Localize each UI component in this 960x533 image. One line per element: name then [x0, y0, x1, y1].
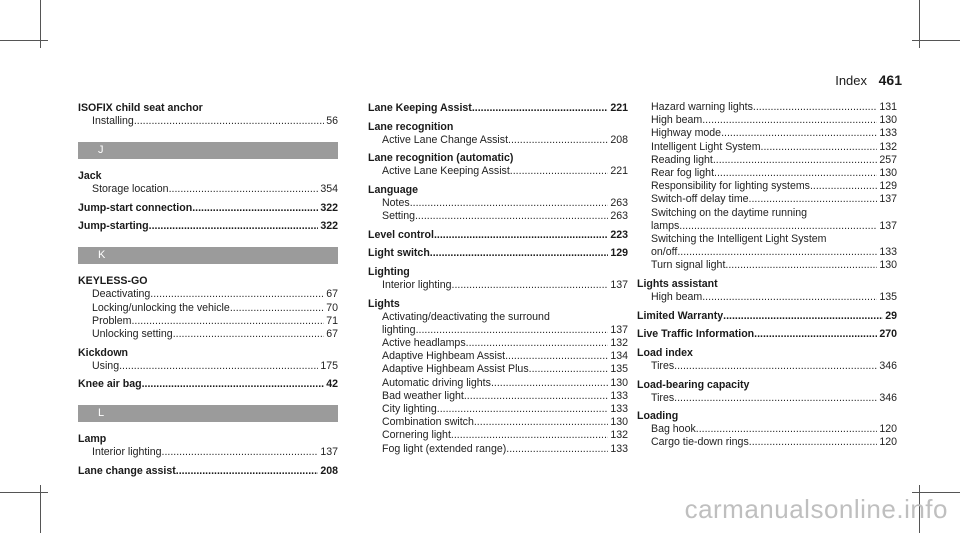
dot-leader: [410, 197, 609, 210]
entry-title[interactable]: [368, 228, 628, 242]
entry-text: Locking/unlocking the vehicle: [92, 301, 230, 314]
page-ref[interactable]: 67: [326, 328, 338, 341]
entry-text: High beam: [651, 114, 703, 127]
entry-text: ISOFIX child seat anchor: [78, 102, 203, 114]
entry-title[interactable]: [368, 183, 628, 197]
subentry[interactable]: [368, 443, 628, 456]
entry-text: Bag hook: [651, 423, 696, 436]
dot-leader: [696, 423, 878, 436]
page-ref[interactable]: 221: [610, 102, 628, 114]
entry-text: Knee air bag: [78, 378, 142, 391]
index-entry: [78, 201, 338, 215]
dot-leader: [810, 180, 877, 193]
index-entry: [368, 228, 628, 242]
subentry[interactable]: [78, 360, 338, 373]
entry-title[interactable]: [637, 327, 897, 341]
page-ref[interactable]: 175: [320, 359, 338, 372]
entry-title[interactable]: [78, 274, 338, 288]
subentry[interactable]: [368, 165, 628, 178]
subentry[interactable]: [637, 360, 897, 373]
subentry[interactable]: [78, 328, 338, 341]
index-entry: [368, 183, 628, 223]
subentry[interactable]: [368, 197, 628, 210]
dot-leader: [723, 309, 883, 323]
page-ref[interactable]: 133: [610, 402, 628, 415]
entry-text: Lighting: [368, 265, 410, 278]
entry-text: Tires: [651, 359, 675, 372]
subentry[interactable]: [78, 446, 338, 459]
index-entry: [637, 101, 897, 273]
entry-text: Load-bearing capacity: [637, 378, 750, 391]
entry-text: Live Traffic Information: [637, 328, 755, 341]
index-entry: [368, 246, 628, 260]
dot-leader: [173, 328, 325, 341]
entry-title[interactable]: [368, 151, 628, 165]
index-column-3: [637, 101, 897, 454]
dot-leader: [749, 436, 878, 449]
dot-leader: [149, 219, 319, 233]
entry-text: Rear fog light: [651, 167, 715, 180]
page-ref[interactable]: 70: [326, 301, 338, 314]
dot-leader: [451, 429, 608, 442]
subentry[interactable]: [368, 429, 628, 442]
page-ref[interactable]: 130: [610, 376, 628, 389]
crop-mark: [912, 40, 960, 41]
entry-title[interactable]: [637, 409, 897, 423]
page-ref[interactable]: 137: [610, 323, 628, 336]
entry-text: Lamp: [78, 433, 107, 446]
page-number: 461: [878, 72, 902, 88]
entry-text: Jump-starting: [78, 220, 149, 233]
subentry[interactable]: [78, 302, 338, 315]
index-entry: [78, 101, 338, 128]
index-column-2: [368, 101, 628, 460]
entry-text: Kickdown: [78, 346, 129, 359]
page-ref[interactable]: 322: [320, 220, 338, 233]
entry-text: Loading: [637, 410, 679, 423]
subentry[interactable]: [368, 210, 628, 223]
page-ref[interactable]: 137: [879, 193, 897, 206]
subentry[interactable]: [637, 436, 897, 449]
subentry[interactable]: [637, 127, 897, 140]
entry-text: Cornering light: [382, 429, 451, 442]
entry-text: Hazard warning lights: [651, 101, 753, 113]
subentry-wrap-line: Activating/deactivating the surround: [382, 310, 550, 323]
page-ref[interactable]: 129: [610, 247, 628, 260]
dot-leader: [464, 390, 608, 403]
section-letter-bar: L: [78, 405, 338, 422]
index-entry: [78, 346, 338, 373]
page-ref[interactable]: 131: [879, 101, 897, 113]
page-ref[interactable]: 56: [326, 115, 338, 127]
page-ref[interactable]: 133: [610, 442, 628, 455]
index-column-1: [78, 101, 338, 483]
dot-leader: [230, 302, 324, 315]
entry-text: Fog light (extended range): [382, 442, 507, 455]
page-ref[interactable]: 133: [610, 389, 628, 402]
dot-leader: [415, 210, 608, 223]
entry-title[interactable]: [78, 464, 338, 478]
entry-text: Cargo tie-down rings: [651, 436, 749, 449]
page-ref[interactable]: 130: [610, 416, 628, 429]
entry-text: Reading light: [651, 153, 713, 166]
dot-leader: [702, 291, 877, 304]
dot-leader: [162, 446, 319, 459]
dot-leader: [702, 114, 877, 127]
index-entry: [78, 464, 338, 478]
entry-text: Unlocking setting: [92, 328, 173, 341]
dot-leader: [679, 220, 877, 233]
entry-text: lamps: [651, 219, 680, 232]
dot-leader: [474, 416, 608, 429]
entry-text: Adaptive Highbeam Assist: [382, 350, 506, 363]
page-ref[interactable]: 257: [879, 153, 897, 166]
entry-title[interactable]: [78, 169, 338, 183]
page-ref[interactable]: 130: [879, 259, 897, 272]
entry-text: Interior lighting: [92, 446, 162, 459]
page-ref[interactable]: 133: [879, 246, 897, 259]
header-label: Index: [835, 73, 868, 88]
entry-text: Jack: [78, 170, 102, 183]
entry-text: Lane Keeping Assist: [368, 102, 472, 114]
entry-text: Deactivating: [92, 288, 151, 301]
dot-leader: [761, 141, 878, 154]
page-ref[interactable]: 263: [610, 196, 628, 209]
entry-text: Active headlamps: [382, 336, 466, 349]
entry-text: Tires: [651, 391, 675, 404]
entry-title[interactable]: [637, 309, 897, 323]
entry-title[interactable]: [78, 201, 338, 215]
page-ref[interactable]: 208: [610, 133, 628, 146]
page-ref[interactable]: 42: [326, 378, 338, 391]
dot-leader: [754, 327, 877, 341]
entry-text: Active Lane Change Assist: [382, 133, 509, 146]
dot-leader: [119, 360, 318, 373]
index-entry: [368, 297, 628, 456]
dot-leader: [466, 337, 609, 350]
subentry[interactable]: [78, 315, 338, 328]
subentry[interactable]: [637, 114, 897, 127]
subentry[interactable]: [368, 134, 628, 147]
dot-leader: [434, 228, 608, 242]
entry-title[interactable]: [368, 297, 628, 311]
entry-text: KEYLESS-GO: [78, 275, 148, 288]
page-ref[interactable]: 346: [879, 359, 897, 372]
entry-title[interactable]: [78, 346, 338, 360]
page-ref[interactable]: 132: [879, 140, 897, 153]
entry-text: Problem: [92, 314, 132, 327]
subentry[interactable]: [637, 246, 897, 259]
entry-text: City lighting: [382, 402, 437, 415]
dot-leader: [192, 201, 318, 215]
entry-text: Limited Warranty: [637, 309, 724, 322]
subentry[interactable]: [368, 403, 628, 416]
index-entry: [637, 346, 897, 373]
dot-leader: [674, 392, 877, 405]
dot-leader: [150, 288, 324, 301]
page-ref[interactable]: 29: [885, 309, 897, 322]
dot-leader: [131, 315, 324, 328]
index-entry: [78, 169, 338, 196]
entry-text: Adaptive Highbeam Assist Plus: [382, 363, 529, 376]
page-ref[interactable]: 208: [320, 465, 338, 478]
page-header: [835, 72, 902, 88]
dot-leader: [713, 154, 877, 167]
subentry[interactable]: [368, 390, 628, 403]
entry-text: Installing: [92, 115, 134, 127]
dot-leader: [169, 183, 319, 196]
dot-leader: [491, 377, 608, 390]
dot-leader: [753, 101, 877, 114]
entry-title[interactable]: [78, 377, 338, 391]
entry-title[interactable]: [78, 101, 338, 115]
page-ref[interactable]: 130: [879, 167, 897, 180]
dot-leader: [714, 167, 877, 180]
dot-leader: [529, 363, 609, 376]
subentry[interactable]: [637, 180, 897, 193]
dot-leader: [430, 246, 609, 260]
subentry-wrap-line: Switching the Intelligent Light System: [651, 233, 827, 246]
page-ref[interactable]: 221: [610, 165, 628, 178]
entry-text: Switch-off delay time: [651, 193, 749, 206]
index-entry: [368, 120, 628, 147]
index-entry: [368, 151, 628, 178]
entry-text: Lane recognition: [368, 120, 454, 133]
page-ref[interactable]: 263: [610, 210, 628, 223]
entry-text: Highway mode: [651, 127, 722, 140]
section-letter-bar: J: [78, 142, 338, 159]
dot-leader: [176, 464, 319, 478]
entry-text: Jump-start connection: [78, 201, 193, 214]
entry-title[interactable]: [78, 432, 338, 446]
index-entry: [78, 219, 338, 233]
entry-text: Language: [368, 183, 419, 196]
subentry[interactable]: [637, 423, 897, 436]
subentry[interactable]: [78, 115, 338, 128]
page-ref[interactable]: 134: [610, 350, 628, 363]
entry-text: High beam: [651, 291, 703, 304]
page-ref[interactable]: 135: [610, 363, 628, 376]
entry-text: Active Lane Keeping Assist: [382, 165, 510, 178]
dot-leader: [725, 259, 877, 272]
entry-text: Turn signal light: [651, 259, 726, 272]
entry-title[interactable]: [368, 246, 628, 260]
entry-text: Responsibility for lighting systems: [651, 180, 810, 193]
page-ref[interactable]: 354: [320, 183, 338, 196]
crop-mark: [0, 40, 48, 41]
entry-text: on/off: [651, 246, 678, 259]
index-entry: [637, 309, 897, 323]
subentry[interactable]: [637, 101, 897, 114]
subentry[interactable]: [368, 377, 628, 390]
entry-text: Lights: [368, 297, 400, 310]
subentry[interactable]: [637, 291, 897, 304]
entry-text: lighting: [382, 323, 416, 336]
subentry[interactable]: [78, 183, 338, 196]
subentry[interactable]: [368, 350, 628, 363]
dot-leader: [505, 350, 608, 363]
subentry[interactable]: [637, 220, 897, 233]
page-ref[interactable]: 133: [879, 127, 897, 140]
entry-text: Setting: [382, 210, 415, 223]
page-ref[interactable]: 137: [610, 278, 628, 291]
entry-title[interactable]: [78, 219, 338, 233]
page-ref[interactable]: 71: [326, 314, 338, 327]
entry-title[interactable]: [368, 101, 628, 115]
subentry[interactable]: [637, 154, 897, 167]
page-ref[interactable]: 223: [610, 228, 628, 241]
entry-text: Lights assistant: [637, 278, 718, 291]
index-entry: [368, 101, 628, 115]
page-ref[interactable]: 137: [879, 219, 897, 232]
page-ref[interactable]: 137: [320, 446, 338, 459]
subentry[interactable]: [368, 416, 628, 429]
subentry[interactable]: [637, 392, 897, 405]
page-ref[interactable]: 129: [879, 180, 897, 193]
section-letter-bar: K: [78, 247, 338, 264]
dot-leader: [508, 134, 608, 147]
entry-text: Automatic driving lights: [382, 376, 491, 389]
index-entry: [637, 277, 897, 304]
dot-leader: [510, 165, 609, 178]
entry-text: Bad weather light: [382, 389, 464, 402]
subentry[interactable]: [368, 337, 628, 350]
index-entry: [78, 432, 338, 459]
dot-leader: [437, 403, 609, 416]
index-entry: [78, 274, 338, 341]
dot-leader: [142, 377, 325, 391]
entry-text: Notes: [382, 196, 410, 209]
page-ref[interactable]: 120: [879, 436, 897, 449]
subentry[interactable]: [637, 167, 897, 180]
dot-leader: [506, 443, 608, 456]
page-ref[interactable]: 135: [879, 291, 897, 304]
subentry[interactable]: [78, 288, 338, 301]
subentry[interactable]: [368, 363, 628, 376]
subentry[interactable]: [368, 279, 628, 292]
index-entry: [637, 327, 897, 341]
page-ref[interactable]: 132: [610, 429, 628, 442]
index-entry: [78, 377, 338, 391]
subentry[interactable]: [637, 193, 897, 206]
dot-leader: [134, 115, 324, 128]
entry-text: Using: [92, 359, 120, 372]
index-entry: [637, 378, 897, 405]
index-entry: [368, 265, 628, 292]
entry-text: Load index: [637, 346, 693, 359]
entry-text: Storage location: [92, 183, 169, 196]
page-ref[interactable]: 132: [610, 336, 628, 349]
dot-leader: [677, 246, 877, 259]
dot-leader: [674, 360, 877, 373]
entry-text: Combination switch: [382, 416, 474, 429]
watermark: carmanualsonline.info: [684, 494, 948, 524]
page-ref[interactable]: 270: [879, 328, 897, 341]
page-ref[interactable]: 67: [326, 288, 338, 301]
index-entry: [637, 409, 897, 449]
dot-leader: [472, 101, 609, 115]
entry-title[interactable]: [368, 265, 628, 279]
page-ref[interactable]: 130: [879, 114, 897, 127]
crop-mark: [912, 492, 960, 493]
entry-text: Lane change assist: [78, 465, 176, 478]
dot-leader: [721, 127, 877, 140]
entry-title[interactable]: [368, 120, 628, 134]
page-ref[interactable]: 346: [879, 391, 897, 404]
entry-text: Light switch: [368, 247, 430, 260]
crop-mark: [0, 492, 48, 493]
entry-title[interactable]: [637, 378, 897, 392]
dot-leader: [416, 324, 609, 337]
subentry-wrap-line: Switching on the daytime running: [651, 206, 808, 219]
subentry[interactable]: [637, 141, 897, 154]
entry-text: Level control: [368, 228, 434, 241]
page-ref[interactable]: 120: [879, 423, 897, 436]
subentry[interactable]: [637, 259, 897, 272]
page-ref[interactable]: 322: [320, 201, 338, 214]
entry-text: Intelligent Light System: [651, 140, 761, 153]
subentry[interactable]: [368, 324, 628, 337]
entry-title[interactable]: [637, 346, 897, 360]
entry-text: Lane recognition (automatic): [368, 152, 514, 165]
dot-leader: [749, 193, 878, 206]
entry-text: Interior lighting: [382, 278, 452, 291]
dot-leader: [452, 279, 609, 292]
entry-title[interactable]: [637, 277, 897, 291]
